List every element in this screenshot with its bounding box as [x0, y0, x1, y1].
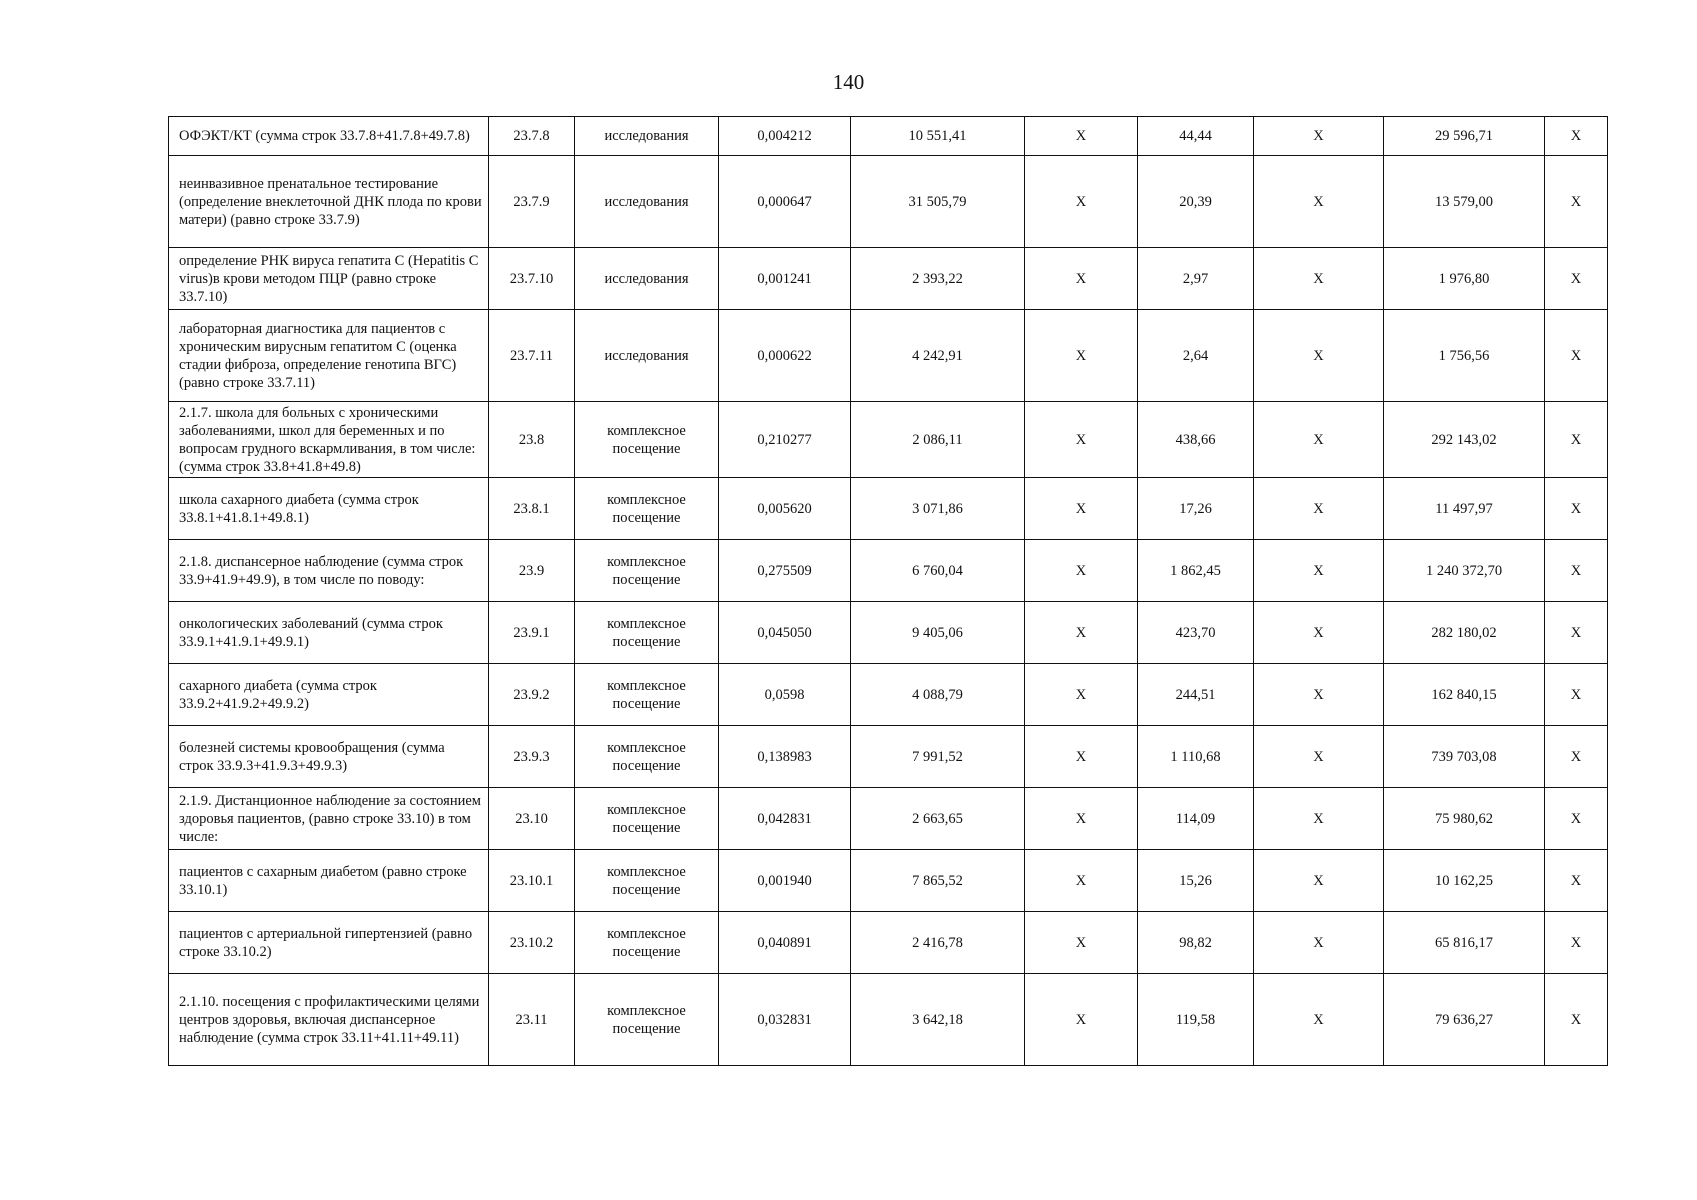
row-cost: 4 088,79	[851, 664, 1025, 726]
row-col10: Х	[1545, 478, 1608, 540]
row-col6: Х	[1025, 310, 1138, 402]
row-col8: Х	[1254, 156, 1384, 248]
row-norm: 0,210277	[719, 402, 851, 478]
row-norm: 0,138983	[719, 726, 851, 788]
row-col6: Х	[1025, 912, 1138, 974]
row-col7: 17,26	[1138, 478, 1254, 540]
row-norm: 0,004212	[719, 117, 851, 156]
row-col9: 79 636,27	[1384, 974, 1545, 1066]
row-unit: исследования	[575, 117, 719, 156]
row-col8: Х	[1254, 402, 1384, 478]
row-col10: Х	[1545, 850, 1608, 912]
row-col7: 2,97	[1138, 248, 1254, 310]
row-code: 23.10	[489, 788, 575, 850]
table-row	[169, 602, 1608, 664]
row-col8: Х	[1254, 310, 1384, 402]
row-col6: Х	[1025, 117, 1138, 156]
row-col9: 13 579,00	[1384, 156, 1545, 248]
row-col7: 114,09	[1138, 788, 1254, 850]
row-unit: комплексное посещение	[575, 726, 719, 788]
row-norm: 0,000622	[719, 310, 851, 402]
row-norm: 0,275509	[719, 540, 851, 602]
row-col10: Х	[1545, 248, 1608, 310]
row-cost: 7 991,52	[851, 726, 1025, 788]
row-cost: 10 551,41	[851, 117, 1025, 156]
row-unit: комплексное посещение	[575, 912, 719, 974]
row-unit: исследования	[575, 310, 719, 402]
row-col8: Х	[1254, 850, 1384, 912]
row-col9: 65 816,17	[1384, 912, 1545, 974]
table-row	[169, 478, 1608, 540]
row-cost: 6 760,04	[851, 540, 1025, 602]
row-unit: комплексное посещение	[575, 974, 719, 1066]
row-code: 23.8	[489, 402, 575, 478]
row-code: 23.8.1	[489, 478, 575, 540]
row-code: 23.9.1	[489, 602, 575, 664]
row-col8: Х	[1254, 788, 1384, 850]
table-row	[169, 248, 1608, 310]
row-col8: Х	[1254, 478, 1384, 540]
table-row	[169, 156, 1608, 248]
row-norm: 0,001940	[719, 850, 851, 912]
row-name: пациентов с сахарным диабетом (равно строке 33.10.1)	[169, 850, 489, 912]
row-col9: 11 497,97	[1384, 478, 1545, 540]
row-code: 23.7.11	[489, 310, 575, 402]
row-col10: Х	[1545, 117, 1608, 156]
row-col7: 1 862,45	[1138, 540, 1254, 602]
row-name: ОФЭКТ/КТ (сумма строк 33.7.8+41.7.8+49.7.8)	[169, 117, 489, 156]
row-col9: 1 756,56	[1384, 310, 1545, 402]
row-cost: 2 086,11	[851, 402, 1025, 478]
row-col6: Х	[1025, 248, 1138, 310]
row-col6: Х	[1025, 664, 1138, 726]
row-col10: Х	[1545, 310, 1608, 402]
row-col6: Х	[1025, 478, 1138, 540]
data-table	[168, 116, 1608, 1066]
row-cost: 2 393,22	[851, 248, 1025, 310]
row-col9: 1 976,80	[1384, 248, 1545, 310]
row-unit: комплексное посещение	[575, 602, 719, 664]
row-col7: 244,51	[1138, 664, 1254, 726]
row-cost: 7 865,52	[851, 850, 1025, 912]
row-name: 2.1.8. диспансерное наблюдение (сумма строк 33.9+41.9+49.9), в том числе по поводу:	[169, 540, 489, 602]
row-name: 2.1.10. посещения с профилактическими целями центров здоровья, включая диспансерное наблюдение (сумма строк 33.11+41.11+49.11)	[169, 974, 489, 1066]
row-code: 23.10.2	[489, 912, 575, 974]
row-col10: Х	[1545, 540, 1608, 602]
row-code: 23.7.10	[489, 248, 575, 310]
row-unit: комплексное посещение	[575, 478, 719, 540]
row-col6: Х	[1025, 974, 1138, 1066]
row-cost: 2 416,78	[851, 912, 1025, 974]
row-name: пациентов с артериальной гипертензией (равно строке 33.10.2)	[169, 912, 489, 974]
row-cost: 2 663,65	[851, 788, 1025, 850]
row-norm: 0,042831	[719, 788, 851, 850]
row-col8: Х	[1254, 974, 1384, 1066]
row-col7: 15,26	[1138, 850, 1254, 912]
row-col9: 282 180,02	[1384, 602, 1545, 664]
row-name: лабораторная диагностика для пациентов с хроническим вирусным гепатитом С (оценка стадии фиброза, определение генотипа ВГС) (равно строке 33.7.11)	[169, 310, 489, 402]
row-unit: исследования	[575, 248, 719, 310]
row-col7: 2,64	[1138, 310, 1254, 402]
row-col9: 10 162,25	[1384, 850, 1545, 912]
row-col8: Х	[1254, 726, 1384, 788]
row-name: определение РНК вируса гепатита С (Hepatitis C virus)в крови методом ПЦР (равно строке 33.7.10)	[169, 248, 489, 310]
row-col6: Х	[1025, 850, 1138, 912]
row-col9: 75 980,62	[1384, 788, 1545, 850]
row-name: сахарного диабета (сумма строк 33.9.2+41.9.2+49.9.2)	[169, 664, 489, 726]
row-col10: Х	[1545, 664, 1608, 726]
table-row	[169, 402, 1608, 478]
row-unit: комплексное посещение	[575, 402, 719, 478]
row-name: 2.1.9. Дистанционное наблюдение за состоянием здоровья пациентов, (равно строке 33.10) в том числе:	[169, 788, 489, 850]
table-body	[169, 117, 1608, 1066]
row-col7: 119,58	[1138, 974, 1254, 1066]
row-col9: 29 596,71	[1384, 117, 1545, 156]
row-cost: 4 242,91	[851, 310, 1025, 402]
row-code: 23.11	[489, 974, 575, 1066]
row-col9: 162 840,15	[1384, 664, 1545, 726]
row-cost: 9 405,06	[851, 602, 1025, 664]
row-col7: 1 110,68	[1138, 726, 1254, 788]
row-name: 2.1.7. школа для больных с хроническими заболеваниями, школ для беременных и по вопросам грудного вскармливания, в том числе: (сумма строк 33.8+41.8+49.8)	[169, 402, 489, 478]
row-col8: Х	[1254, 664, 1384, 726]
row-cost: 3 071,86	[851, 478, 1025, 540]
row-col6: Х	[1025, 402, 1138, 478]
table-row	[169, 850, 1608, 912]
row-col7: 438,66	[1138, 402, 1254, 478]
row-col8: Х	[1254, 117, 1384, 156]
row-code: 23.9	[489, 540, 575, 602]
row-col7: 98,82	[1138, 912, 1254, 974]
row-name: болезней системы кровообращения (сумма строк 33.9.3+41.9.3+49.9.3)	[169, 726, 489, 788]
row-name: школа сахарного диабета (сумма строк 33.8.1+41.8.1+49.8.1)	[169, 478, 489, 540]
row-col6: Х	[1025, 788, 1138, 850]
row-col9: 292 143,02	[1384, 402, 1545, 478]
row-col10: Х	[1545, 602, 1608, 664]
row-name: онкологических заболеваний (сумма строк 33.9.1+41.9.1+49.9.1)	[169, 602, 489, 664]
row-col10: Х	[1545, 974, 1608, 1066]
row-unit: комплексное посещение	[575, 850, 719, 912]
row-norm: 0,040891	[719, 912, 851, 974]
row-col8: Х	[1254, 248, 1384, 310]
row-col10: Х	[1545, 726, 1608, 788]
page-number: 140	[832, 70, 865, 94]
row-norm: 0,005620	[719, 478, 851, 540]
row-unit: исследования	[575, 156, 719, 248]
table-row	[169, 788, 1608, 850]
row-col10: Х	[1545, 156, 1608, 248]
row-col7: 423,70	[1138, 602, 1254, 664]
row-col8: Х	[1254, 602, 1384, 664]
row-col6: Х	[1025, 726, 1138, 788]
row-cost: 31 505,79	[851, 156, 1025, 248]
row-col7: 44,44	[1138, 117, 1254, 156]
row-code: 23.7.9	[489, 156, 575, 248]
row-col9: 739 703,08	[1384, 726, 1545, 788]
table-row	[169, 540, 1608, 602]
row-col6: Х	[1025, 156, 1138, 248]
row-col8: Х	[1254, 540, 1384, 602]
row-col10: Х	[1545, 912, 1608, 974]
row-norm: 0,045050	[719, 602, 851, 664]
table-row	[169, 726, 1608, 788]
table-row	[169, 117, 1608, 156]
row-col10: Х	[1545, 788, 1608, 850]
row-unit: комплексное посещение	[575, 664, 719, 726]
row-norm: 0,001241	[719, 248, 851, 310]
table-row	[169, 310, 1608, 402]
table-row	[169, 974, 1608, 1066]
row-norm: 0,0598	[719, 664, 851, 726]
row-unit: комплексное посещение	[575, 788, 719, 850]
row-name: неинвазивное пренатальное тестирование (определение внеклеточной ДНК плода по крови матери) (равно строке 33.7.9)	[169, 156, 489, 248]
row-norm: 0,000647	[719, 156, 851, 248]
row-unit: комплексное посещение	[575, 540, 719, 602]
row-col9: 1 240 372,70	[1384, 540, 1545, 602]
row-col6: Х	[1025, 602, 1138, 664]
row-col6: Х	[1025, 540, 1138, 602]
table-row	[169, 912, 1608, 974]
row-code: 23.10.1	[489, 850, 575, 912]
row-norm: 0,032831	[719, 974, 851, 1066]
row-col8: Х	[1254, 912, 1384, 974]
row-col7: 20,39	[1138, 156, 1254, 248]
row-cost: 3 642,18	[851, 974, 1025, 1066]
row-code: 23.9.3	[489, 726, 575, 788]
row-code: 23.7.8	[489, 117, 575, 156]
table-row	[169, 664, 1608, 726]
row-col10: Х	[1545, 402, 1608, 478]
row-code: 23.9.2	[489, 664, 575, 726]
